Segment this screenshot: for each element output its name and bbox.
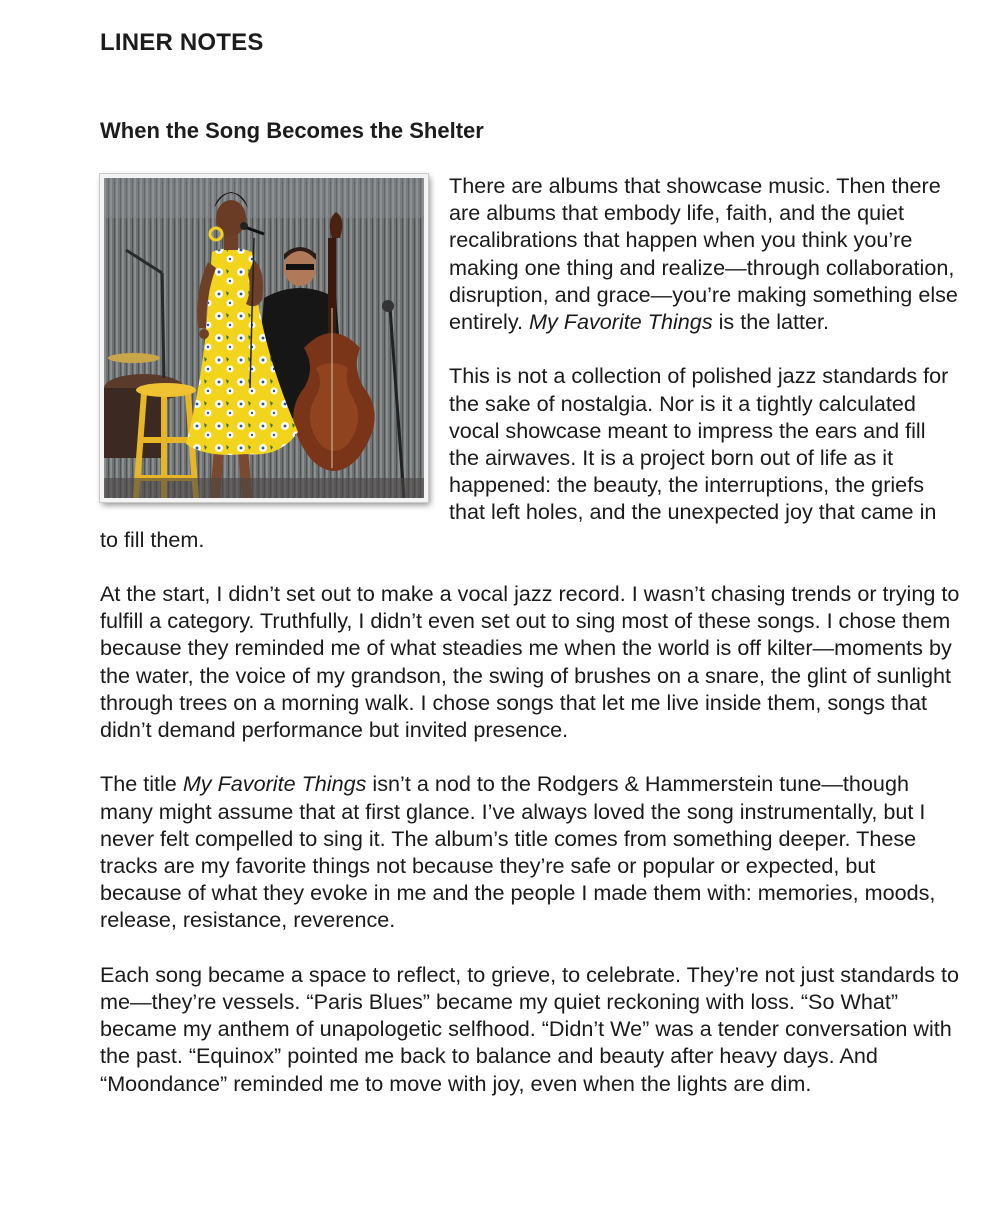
article-title: When the Song Becomes the Shelter [100,118,484,143]
paragraph-3: At the start, I didn’t set out to make a vocal jazz record. I wasn’t chasing trends or trying to fulfill a category. Truthfully, I didn’t even set out to sing most of these songs. I chose them because they reminded me of what steadies me when the world is off kilter—moments by the water, the voice of my grandson, the swing of brushes on a snare, the glint of sunlight through trees on a morning walk. I chose songs that let me live inside them, songs that didn’t demand performance but invited presence. [100,581,960,743]
paragraph-1-text-b: is the latter. [712,309,830,335]
article-body [100,172,960,1124]
paragraph-4 [100,770,960,933]
performer-photo [100,174,428,502]
paragraph-4-text-a: The title [100,771,183,797]
paragraph-5: Each song became a space to reflect, to grieve, to celebrate. They’re not just standards to me—they’re vessels. “Paris Blues” became my quiet reckoning with loss. “So What” became my anthem of unapologetic selfhood. “Didn’t We” was a tender conversation with the past. “Equinox” pointed me back to balance and beauty after heavy days. And “Moondance” reminded me to move with joy, even when the lights are dim. [100,961,960,1096]
paragraph-4-text-b: isn’t a nod to the Rodgers & Hammerstein tune—though many might assume that at first glance. I’ve always loved the song instrumentally, but I never felt compelled to sing it. The album’s title comes from something deeper. These tracks are my favorite things not because they’re safe or popular or expected, but because of what they evoke in me and the people I made them with: memories, moods, release, resistance, reverence. [100,771,936,933]
paragraph-1-text-a: There are albums that showcase music. Then there are albums that embody life, faith, and the quiet recalibrations that happen when you think you’re making one thing and realize—through collaboration, disruption, and grace—you’re making something else entirely. [449,173,958,335]
album-title-italic: My Favorite Things [529,309,713,335]
section-title: LINER NOTES [100,29,264,56]
album-title-italic: My Favorite Things [182,771,367,797]
paragraph-2: This is not a collection of polished jazz standards for the sake of nostalgia. Nor is it a tightly calculated vocal showcase meant to impress the ears and fill the airwaves. It is a project born out of life as it happened: the beauty, the interruptions, the griefs that left holes, and the unexpected joy that came in to fill them. [100,363,949,552]
